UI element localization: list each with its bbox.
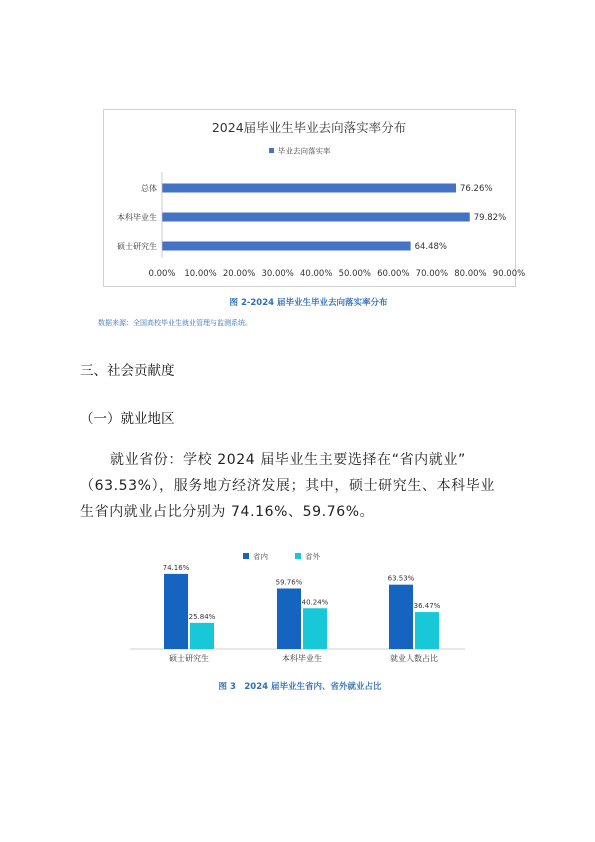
paragraph-line-2: （63.53%），服务地方经济发展；其中，硕士研究生、本科毕业 xyxy=(80,478,495,494)
chart1-x-tick-label: 90.00% xyxy=(492,269,526,279)
chart2-data-label: 63.53% xyxy=(387,574,415,583)
chart2-legend-swatch xyxy=(243,553,249,559)
chart1-bar xyxy=(162,184,456,193)
figure-caption-1: 图 2-2024 届毕业生毕业去向落实率分布 xyxy=(229,298,388,308)
chart-graduation-rate xyxy=(103,109,526,287)
chart2-bar xyxy=(389,585,413,649)
chart-graduation-rate-svg xyxy=(104,110,526,286)
chart1-category-label: 硕士研究生 xyxy=(117,242,157,251)
chart1-x-tick-label: 40.00% xyxy=(300,269,333,279)
chart1-legend-label: 毕业去向落实率 xyxy=(278,146,331,156)
chart2-category-label: 就业人数占比 xyxy=(390,654,438,663)
chart1-x-tick-label: 70.00% xyxy=(415,269,449,279)
chart-province-employment xyxy=(125,548,470,673)
data-source-note: 数据来源：全国高校毕业生就业管理与监测系统。 xyxy=(98,319,252,327)
chart2-category-label: 本科毕业生 xyxy=(282,654,322,663)
chart1-title: 2024届毕业生毕业去向落实率分布 xyxy=(211,120,407,135)
chart2-bar xyxy=(190,623,214,649)
chart1-x-tick-label: 10.00% xyxy=(184,269,217,279)
chart2-data-label: 36.47% xyxy=(413,602,441,611)
section-title: 三、社会贡献度 xyxy=(80,363,175,379)
chart2-legend-swatch xyxy=(295,553,301,559)
chart2-bar xyxy=(164,574,188,649)
chart1-x-tick-label: 20.00% xyxy=(222,269,256,279)
chart1-bar xyxy=(162,242,411,251)
section-subtitle: （一）就业地区 xyxy=(80,411,175,427)
chart2-legend-label: 省外 xyxy=(305,552,320,561)
chart1-data-label: 64.48% xyxy=(414,242,448,252)
chart1-x-tick-label: 0.00% xyxy=(148,269,176,279)
chart1-bar xyxy=(162,213,470,222)
chart1-category-label: 总体 xyxy=(141,184,157,193)
chart2-legend-label: 省内 xyxy=(253,552,268,561)
chart2-data-label: 74.16% xyxy=(162,563,190,572)
chart2-category-label: 硕士研究生 xyxy=(169,654,209,663)
paragraph-line-1: 就业省份：学校 2024 届毕业生主要选择在“省内就业” xyxy=(110,452,466,468)
figure-caption-2: 图 3 2024 届毕业生省内、省外就业占比 xyxy=(218,682,382,692)
chart1-legend-swatch xyxy=(269,148,274,153)
chart1-x-tick-label: 30.00% xyxy=(261,269,294,279)
chart1-x-tick-label: 50.00% xyxy=(338,269,371,279)
chart1-x-tick-label: 80.00% xyxy=(454,269,487,279)
chart1-category-label: 本科毕业生 xyxy=(117,213,157,222)
chart2-bar xyxy=(277,588,301,649)
chart2-bar xyxy=(303,608,327,649)
chart2-data-label: 25.84% xyxy=(188,612,216,621)
chart1-x-tick-label: 60.00% xyxy=(377,269,410,279)
chart1-data-label: 76.26% xyxy=(460,184,493,194)
chart2-bar xyxy=(415,612,439,649)
chart1-data-label: 79.82% xyxy=(473,213,507,223)
body-paragraph xyxy=(80,447,530,525)
chart2-data-label: 59.76% xyxy=(275,578,303,587)
paragraph-line-3: 生省内就业占比分别为 74.16%、59.76%。 xyxy=(80,504,375,520)
chart2-data-label: 40.24% xyxy=(301,598,329,607)
